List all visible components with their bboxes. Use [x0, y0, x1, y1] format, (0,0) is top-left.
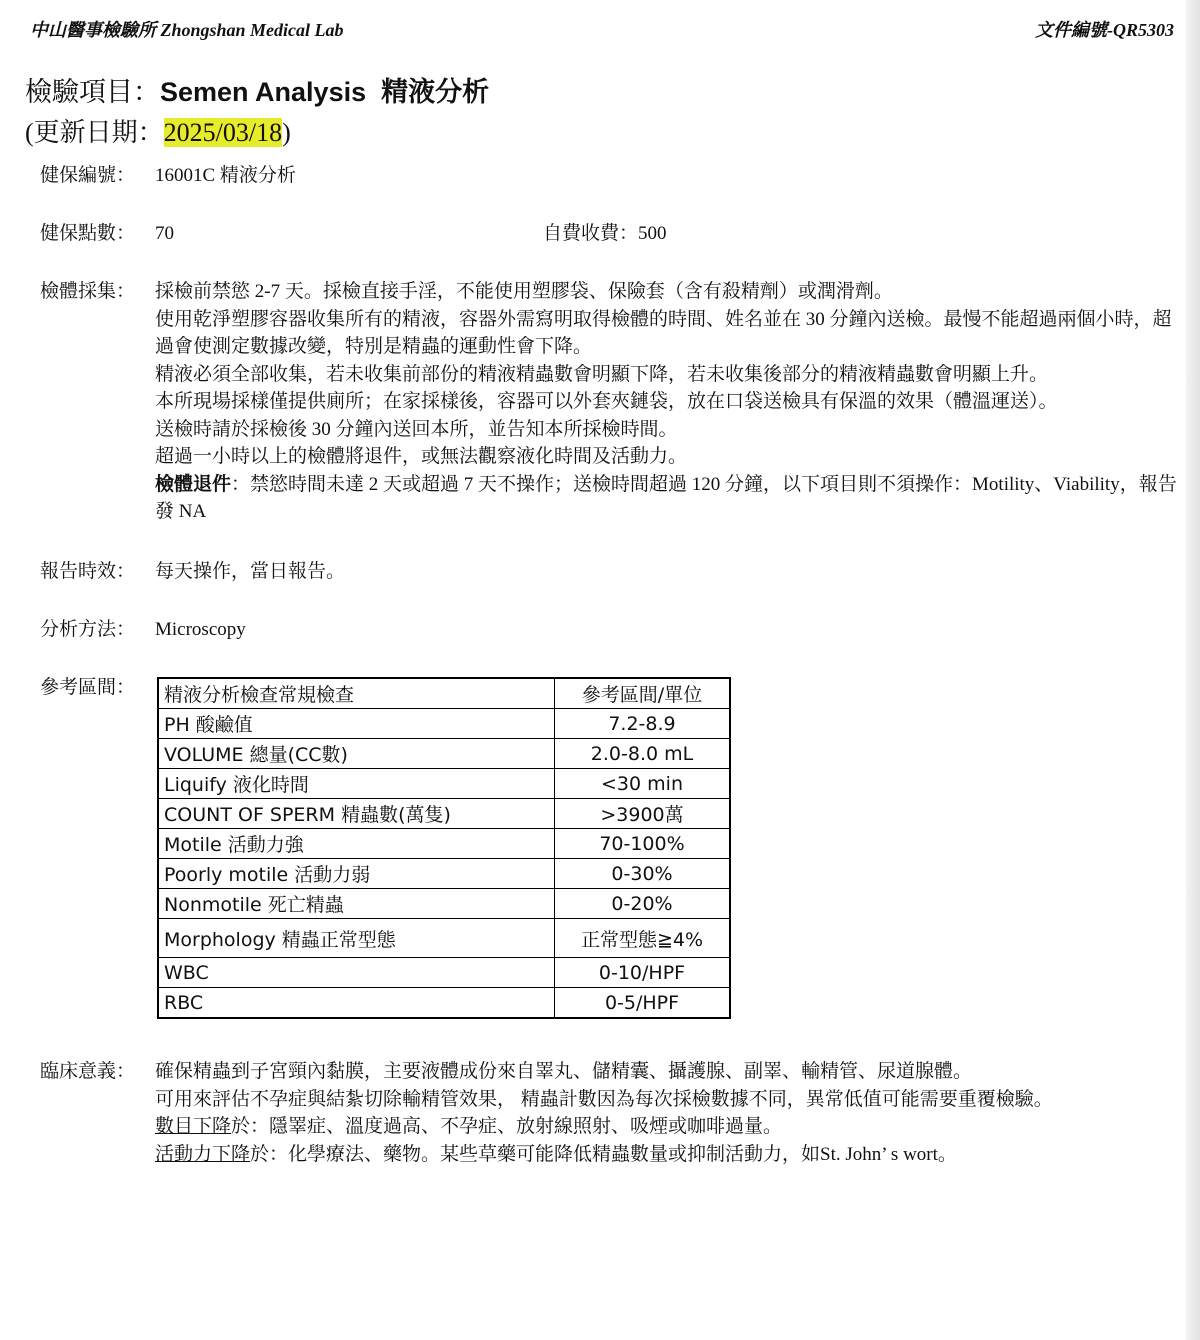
- reference-value: 正常型態≧4%: [555, 919, 731, 958]
- reference-value: 70-100%: [555, 829, 731, 859]
- collection-line: 採檢前禁慾 2-7 天。採檢直接手淫，不能使用塑膠袋、保險套（含有殺精劑）或潤滑劑。: [155, 281, 893, 302]
- test-name: Nonmotile 死亡精蟲: [158, 889, 555, 919]
- table-row: [158, 709, 730, 739]
- clinical-row: [40, 1058, 1190, 1168]
- self-pay-value: 500: [638, 223, 667, 244]
- reference-table: [157, 677, 731, 1019]
- update-date: 2025/03/18: [163, 118, 283, 147]
- turnaround-value: 每天操作，當日報告。: [155, 561, 346, 582]
- turnaround-row: [40, 558, 1190, 586]
- collection-line: 本所現場採樣僅提供廁所；在家採樣後，容器可以外套夾鏈袋，放在口袋送檢具有保溫的效果（體溫運送）。: [155, 391, 1058, 412]
- collection-line: 送檢時請於採檢後 30 分鐘內送回本所，並告知本所採檢時間。: [155, 418, 678, 440]
- table-row: [158, 919, 730, 958]
- table-row: [158, 739, 730, 769]
- test-name: Poorly motile 活動力弱: [158, 859, 555, 889]
- collection-row: [40, 278, 1190, 526]
- nhi-points-row: [40, 220, 667, 248]
- method-row: [40, 616, 1190, 644]
- collection-label: 檢體採集：: [40, 281, 136, 302]
- title-prefix: 檢驗項目：: [25, 77, 160, 107]
- reference-value: 0-5/HPF: [555, 988, 731, 1019]
- table-row: [158, 958, 730, 988]
- nhi-code-row: [40, 162, 1190, 190]
- motility-decrease-label: 活動力下降: [155, 1143, 251, 1165]
- rejection-text: ：禁慾時間未達 2 天或超過 7 天不操作；送檢時間超過 120 分鐘，以下項目則不須操作：Motility、Viability，報告發 NA: [155, 473, 1177, 522]
- table-row: [158, 829, 730, 859]
- test-name: COUNT OF SPERM 精蟲數(萬隻): [158, 799, 555, 829]
- clinical-body: [155, 1058, 1190, 1168]
- turnaround-label: 報告時效：: [40, 561, 136, 582]
- document-number: 文件編號-QR5303: [1035, 20, 1174, 40]
- reference-value: 0-10/HPF: [555, 958, 731, 988]
- table-row: [158, 889, 730, 919]
- self-pay-label: 自費收費：: [543, 223, 639, 244]
- reference-value: 7.2-8.9: [555, 709, 731, 739]
- test-name: Morphology 精蟲正常型態: [158, 919, 555, 958]
- nhi-code-value: 16001C 精液分析: [155, 165, 296, 186]
- count-decrease-line: [155, 1113, 1190, 1141]
- clinical-line: 可用來評估不孕症與結紮切除輸精管效果， 精蟲計數因為每次採檢數據不同，異常低值可能需要重覆檢驗。: [155, 1088, 1053, 1110]
- reference-label: 參考區間：: [40, 677, 136, 698]
- update-label: (更新日期：: [25, 118, 164, 147]
- test-name: Motile 活動力強: [158, 829, 555, 859]
- table-header-row: [158, 678, 730, 709]
- reference-value: <30 min: [555, 769, 731, 799]
- update-date-line: [25, 112, 291, 149]
- table-header-range: 參考區間/單位: [555, 678, 731, 709]
- collection-line: 超過一小時以上的檢體將退件，或無法觀察液化時間及活動力。: [155, 446, 688, 467]
- test-name: VOLUME 總量(CC數): [158, 739, 555, 769]
- count-decrease-label: 數目下降: [155, 1116, 232, 1137]
- reference-row: [40, 674, 155, 702]
- clinical-line: 確保精蟲到子宮頸內黏膜，主要液體成份來自睪丸、儲精囊、攝護腺、副睪、輸精管、尿道腺體。: [155, 1061, 973, 1082]
- motility-decrease-line: [155, 1141, 1190, 1169]
- lab-name: 中山醫事檢驗所 Zhongshan Medical Lab: [30, 20, 344, 40]
- collection-line: 使用乾淨塑膠容器收集所有的精液，容器外需寫明取得檢體的時間、姓名並在 30 分鐘內送檢。最慢不能超過兩個小時，超過會使測定數據改變，特別是精蟲的運動性會下降。: [155, 308, 1172, 357]
- reference-value: 2.0-8.0 mL: [555, 739, 731, 769]
- table-row: [158, 859, 730, 889]
- test-name: PH 酸鹼值: [158, 709, 555, 739]
- nhi-code-label: 健保編號：: [40, 165, 136, 186]
- table-row: [158, 769, 730, 799]
- method-label: 分析方法：: [40, 619, 136, 640]
- motility-decrease-text: 於：化學療法、藥物。某些草藥可能降低精蟲數量或抑制活動力，如St. John’ s wort。: [250, 1143, 957, 1165]
- table-header-test: 精液分析檢查常規檢查: [158, 678, 555, 709]
- nhi-points-value: 70: [155, 223, 174, 244]
- title-english: Semen Analysis: [160, 77, 367, 107]
- test-name: WBC: [158, 958, 555, 988]
- test-name: RBC: [158, 988, 555, 1019]
- table-row: [158, 988, 730, 1019]
- reference-value: 0-20%: [555, 889, 731, 919]
- update-close: ): [282, 118, 291, 147]
- rejection-line: [155, 471, 1190, 526]
- method-value: Microscopy: [155, 619, 246, 640]
- collection-body: [155, 278, 1190, 526]
- count-decrease-text: 於：隱睪症、溫度過高、不孕症、放射線照射、吸煙或咖啡過量。: [231, 1116, 783, 1137]
- nhi-points-label: 健保點數：: [40, 223, 136, 244]
- reference-value: >3900萬: [555, 799, 731, 829]
- rejection-label: 檢體退件: [155, 473, 232, 495]
- collection-line: 精液必須全部收集，若未收集前部份的精液精蟲數會明顯下降，若未收集後部分的精液精蟲數會明顯上升。: [155, 363, 1049, 385]
- clinical-label: 臨床意義：: [40, 1061, 136, 1082]
- table-row: [158, 799, 730, 829]
- reference-value: 0-30%: [555, 859, 731, 889]
- title-chinese: 精液分析: [381, 77, 490, 107]
- test-name: Liquify 液化時間: [158, 769, 555, 799]
- page-title: [25, 70, 489, 109]
